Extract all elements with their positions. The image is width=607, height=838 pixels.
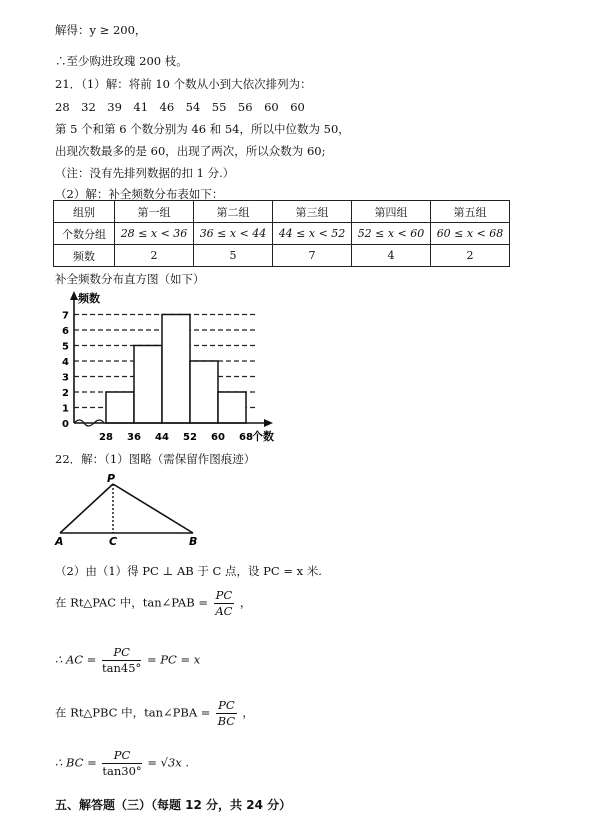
frequency-table (53, 200, 510, 267)
formula-prefix: 在 Rt△PBC 中，tan∠PBA = (55, 705, 211, 720)
histogram-bar (134, 346, 162, 424)
point-label-p: P (107, 472, 116, 485)
formula-prefix: ∴ BC = (55, 755, 97, 770)
line-histogram-caption: 补全频数分布直方图（如下） (55, 272, 205, 286)
fraction-denominator: tan45° (102, 661, 142, 675)
table-row (54, 201, 510, 223)
point-label-c: C (109, 535, 118, 545)
table-cell: 4 (352, 245, 431, 267)
table-cell: 60 ≤ x < 68 (431, 223, 510, 245)
x-tick-label: 36 (127, 432, 141, 443)
formula-comma: ， (239, 595, 252, 610)
histogram-bar (162, 315, 190, 424)
table-row (54, 245, 510, 267)
triangle-diagram (53, 470, 213, 545)
fraction-denominator: BC (217, 714, 236, 728)
line-ac-equals (55, 645, 200, 676)
line-bc-equals (55, 748, 189, 779)
line-q22-part2: （2）由（1）得 PC ⊥ AB 于 C 点，设 PC = x 米. (55, 564, 322, 578)
x-tick-label: 52 (183, 432, 197, 443)
table-cell: 第二组 (194, 201, 273, 223)
fraction-denominator: tan30° (102, 764, 142, 778)
y-tick-label: 7 (62, 310, 69, 322)
triangle-side-pb (113, 484, 193, 533)
fraction-pc-ac (214, 588, 235, 619)
line-median: 第 5 个和第 6 个数分别为 46 和 54，所以中位数为 50， (55, 122, 350, 136)
table-cell: 频数 (54, 245, 115, 267)
line-sorted-numbers: 28 32 39 41 46 54 55 56 60 60 (55, 100, 305, 114)
table-cell: 44 ≤ x < 52 (273, 223, 352, 245)
table-cell: 2 (431, 245, 510, 267)
line-tan-pab (55, 588, 251, 619)
table-cell: 第三组 (273, 201, 352, 223)
fraction-denominator: AC (215, 604, 233, 618)
y-tick-label: 4 (62, 357, 69, 368)
table-cell: 第四组 (352, 201, 431, 223)
y-axis-arrow (70, 291, 78, 300)
y-tick-label: 6 (62, 326, 69, 337)
fraction-pc-tan30 (102, 748, 141, 779)
x-tick-label: 28 (99, 432, 113, 443)
line-note: （注：没有先排列数据的扣 1 分.） (55, 166, 235, 180)
fraction-numerator: PC (215, 588, 233, 602)
x-axis-arrow (264, 419, 273, 427)
table-cell: 第一组 (115, 201, 194, 223)
table-cell: 36 ≤ x < 44 (194, 223, 273, 245)
y-tick-label: 0 (62, 419, 69, 430)
histogram-bar (190, 361, 218, 423)
table-cell: 组别 (54, 201, 115, 223)
histogram-bar (106, 392, 134, 423)
x-tick-label: 44 (155, 432, 169, 443)
triangle-side-pa (60, 484, 113, 533)
formula-prefix: ∴ AC = (55, 652, 97, 667)
x-axis-label: 个数 (252, 430, 274, 443)
formula-suffix: = √3x . (147, 755, 190, 770)
formula-prefix: 在 Rt△PAC 中，tan∠PAB = (55, 595, 208, 610)
histogram-bar (218, 392, 246, 423)
table-cell: 个数分组 (54, 223, 115, 245)
table-cell: 第五组 (431, 201, 510, 223)
y-tick-label: 5 (62, 341, 69, 353)
x-tick-label: 60 (211, 432, 225, 443)
point-label-b: B (189, 535, 198, 545)
line-tan-pba (55, 698, 254, 729)
table-cell: 2 (115, 245, 194, 267)
line-mode: 出现次数最多的是 60，出现了两次，所以众数为 60; (55, 144, 326, 158)
section-heading: 五、解答题（三）（每题 12 分，共 24 分） (55, 798, 292, 812)
fraction-pc-bc (216, 698, 237, 729)
y-tick-label: 3 (62, 372, 69, 384)
y-axis-label: 频数 (78, 292, 100, 305)
y-tick-label: 2 (62, 388, 69, 399)
line-q22-part1: 22．解：（1）图略（需保留作图痕迹） (55, 452, 256, 466)
fraction-numerator: PC (102, 645, 141, 661)
table-row (54, 223, 510, 245)
formula-suffix: = PC = x (146, 652, 201, 667)
table-cell: 5 (194, 245, 273, 267)
line-conclusion-roses: ∴至少购进玫瑰 200 枝。 (55, 54, 188, 68)
line-solution-y: 解得：y ≥ 200， (55, 23, 147, 37)
point-label-a: A (55, 535, 64, 545)
line-q21-part1: 21．（1）解：将前 10 个数从小到大依次排列为： (55, 77, 312, 91)
table-cell: 52 ≤ x < 60 (352, 223, 431, 245)
fraction-numerator: PC (218, 698, 235, 712)
table-cell: 7 (273, 245, 352, 267)
x-tick-label: 68 (239, 432, 253, 443)
frequency-histogram (48, 288, 308, 448)
table-cell: 28 ≤ x < 36 (115, 223, 194, 245)
fraction-pc-tan45 (102, 645, 141, 676)
y-tick-label: 1 (62, 403, 69, 415)
line-q21-part2: （2）解：补全频数分布表如下： (55, 187, 224, 201)
fraction-numerator: PC (102, 748, 141, 764)
formula-comma: ， (242, 705, 254, 720)
